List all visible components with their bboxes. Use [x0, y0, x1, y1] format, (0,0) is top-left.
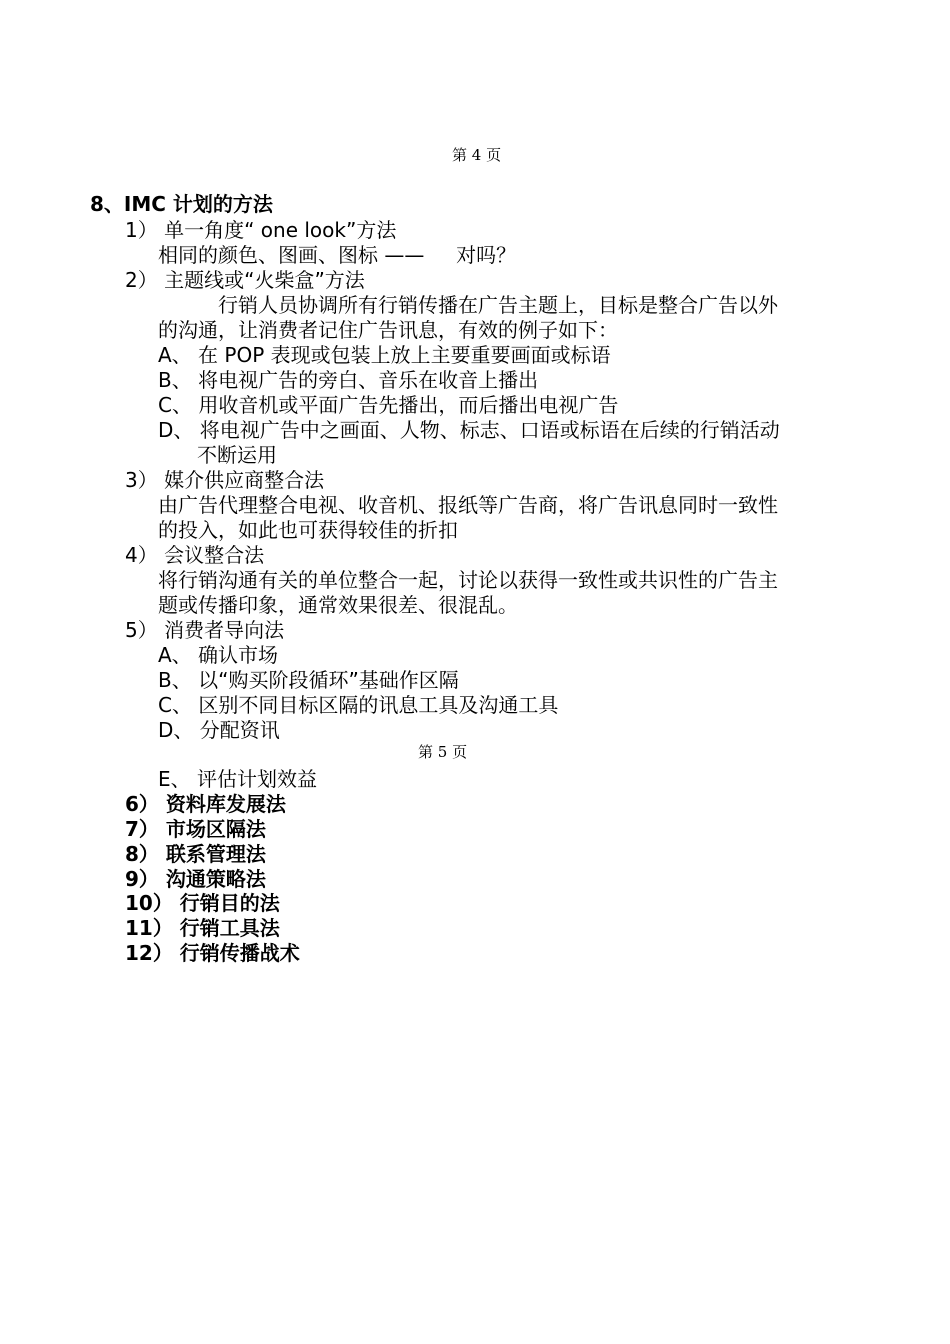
method-item: 7） 市场区隔法: [125, 817, 266, 841]
section-heading: 8、IMC 计划的方法: [90, 192, 273, 216]
method-4-desc-line2: 题或传播印象，通常效果很差、很混乱。: [158, 593, 518, 617]
method-1-note: 相同的颜色、图画、图标 —— 对吗？: [158, 243, 517, 267]
method-3-title: 3） 媒介供应商整合法: [125, 468, 325, 492]
method-item: 11） 行销工具法: [125, 916, 280, 940]
method-item: 9） 沟通策略法: [125, 867, 266, 891]
method-2-desc-line1: 行销人员协调所有行销传播在广告主题上，目标是整合广告以外: [218, 293, 778, 317]
method-item: 8） 联系管理法: [125, 842, 266, 866]
method-5-title: 5） 消费者导向法: [125, 618, 285, 642]
method-item: 12） 行销传播战术: [125, 941, 300, 965]
method-5-step-c: C、 区别不同目标区隔的讯息工具及沟通工具: [158, 693, 559, 717]
method-2-example-c: C、 用收音机或平面广告先播出，而后播出电视广告: [158, 393, 619, 417]
page-number-5: 第 5 页: [418, 743, 468, 761]
method-5-step-d: D、 分配资讯: [158, 718, 280, 742]
method-2-desc-line2: 的沟通，让消费者记住广告讯息，有效的例子如下：: [158, 318, 618, 342]
method-3-desc-line1: 由广告代理整合电视、收音机、报纸等广告商，将广告讯息同时一致性: [158, 493, 778, 517]
method-2-example-d-line2: 不断运用: [197, 443, 277, 467]
method-item: 6） 资料库发展法: [125, 792, 286, 816]
method-4-title: 4） 会议整合法: [125, 543, 265, 567]
method-5-step-a: A、 确认市场: [158, 643, 279, 667]
method-3-desc-line2: 的投入，如此也可获得较佳的折扣: [158, 518, 458, 542]
method-5-step-e: E、 评估计划效益: [158, 767, 317, 791]
method-item: 10） 行销目的法: [125, 891, 280, 915]
method-2-example-a: A、 在 POP 表现或包装上放上主要重要画面或标语: [158, 343, 611, 367]
method-2-title: 2） 主题线或“火柴盒”方法: [125, 268, 365, 292]
method-4-desc-line1: 将行销沟通有关的单位整合一起，讨论以获得一致性或共识性的广告主: [158, 568, 778, 592]
method-1-title: 1） 单一角度“ one look”方法: [125, 218, 397, 242]
method-5-step-b: B、 以“购买阶段循环”基础作区隔: [158, 668, 459, 692]
page-number-4: 第 4 页: [452, 146, 502, 164]
method-2-example-b: B、 将电视广告的旁白、音乐在收音上播出: [158, 368, 539, 392]
method-2-example-d-line1: D、 将电视广告中之画面、人物、标志、口语或标语在后续的行销活动: [158, 418, 780, 442]
